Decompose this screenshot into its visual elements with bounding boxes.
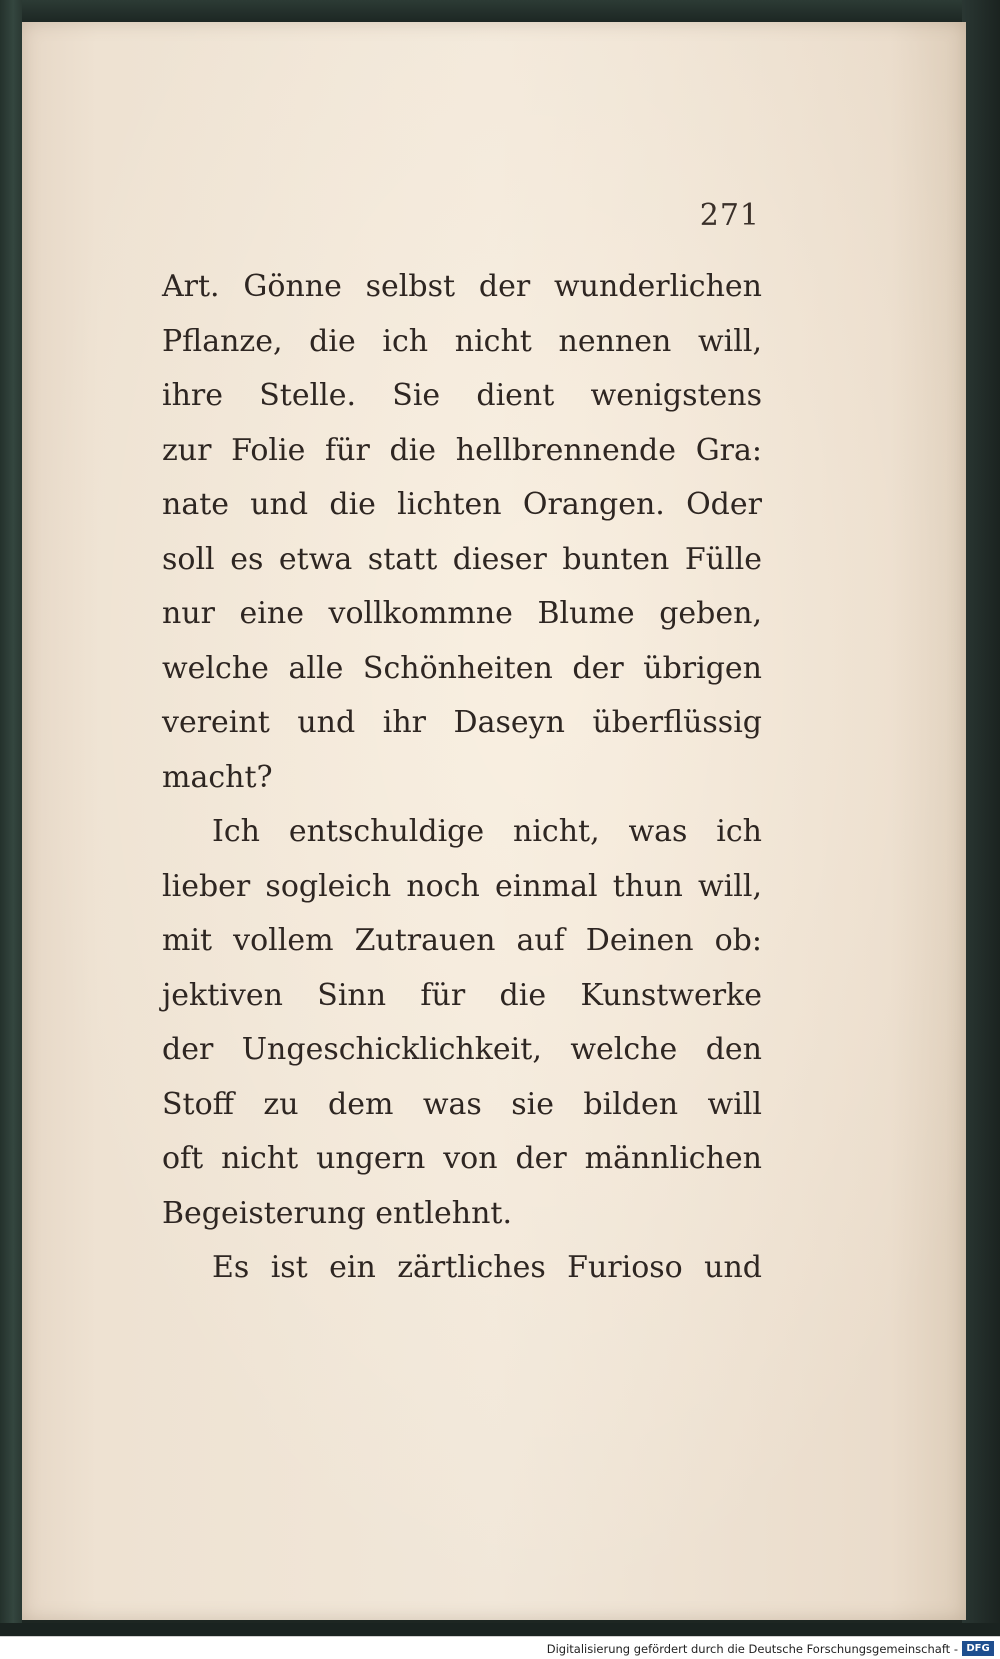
- text-line: der Ungeschicklichkeit, welche den: [162, 1032, 762, 1067]
- text-line: nur eine vollkommne Blume geben,: [162, 596, 762, 631]
- book-cover-left-edge: [0, 0, 22, 1659]
- dfg-logo-icon: DFG: [962, 1641, 994, 1656]
- text-line: nate und die lichten Orangen. Oder: [162, 487, 762, 522]
- text-line: lieber sogleich noch einmal thun will,: [162, 868, 762, 904]
- text-line: Stoff zu dem was sie bilden will: [162, 1086, 762, 1122]
- text-line: oft nicht ungern von der männlichen: [162, 1141, 762, 1176]
- text-line: vereint und ihr Daseyn überflüssig: [162, 705, 762, 740]
- text-line-paragraph-start: Es ist ein zärtliches Furioso und: [212, 1250, 762, 1285]
- text-line: soll es etwa statt dieser bunten Fülle: [162, 541, 762, 577]
- text-line: macht?: [162, 759, 273, 795]
- book-page: [22, 22, 966, 1620]
- text-line: Begeisterung entlehnt.: [162, 1195, 512, 1231]
- page-text-block: [162, 260, 762, 1296]
- funding-credit: Digitalisierung gefördert durch die Deutsche Forschungsgemeinschaft -: [546, 1642, 958, 1656]
- text-line: zur Folie für die hellbrennende Gra:: [162, 432, 762, 468]
- page-number: 271: [699, 198, 760, 233]
- book-cover-right-edge: [962, 0, 1000, 1659]
- text-line-paragraph-start: Ich entschuldige nicht, was ich: [212, 814, 762, 849]
- text-line: welche alle Schönheiten der übrigen: [162, 650, 762, 686]
- text-line: Pflanze, die ich nicht nennen will,: [162, 323, 762, 359]
- digitization-footer: [0, 1636, 1000, 1659]
- text-line: jektiven Sinn für die Kunstwerke: [162, 977, 762, 1013]
- text-line: ihre Stelle. Sie dient wenigstens: [162, 378, 762, 413]
- text-line: Art. Gönne selbst der wunderlichen: [162, 269, 762, 304]
- text-line: mit vollem Zutrauen auf Deinen ob:: [162, 923, 762, 958]
